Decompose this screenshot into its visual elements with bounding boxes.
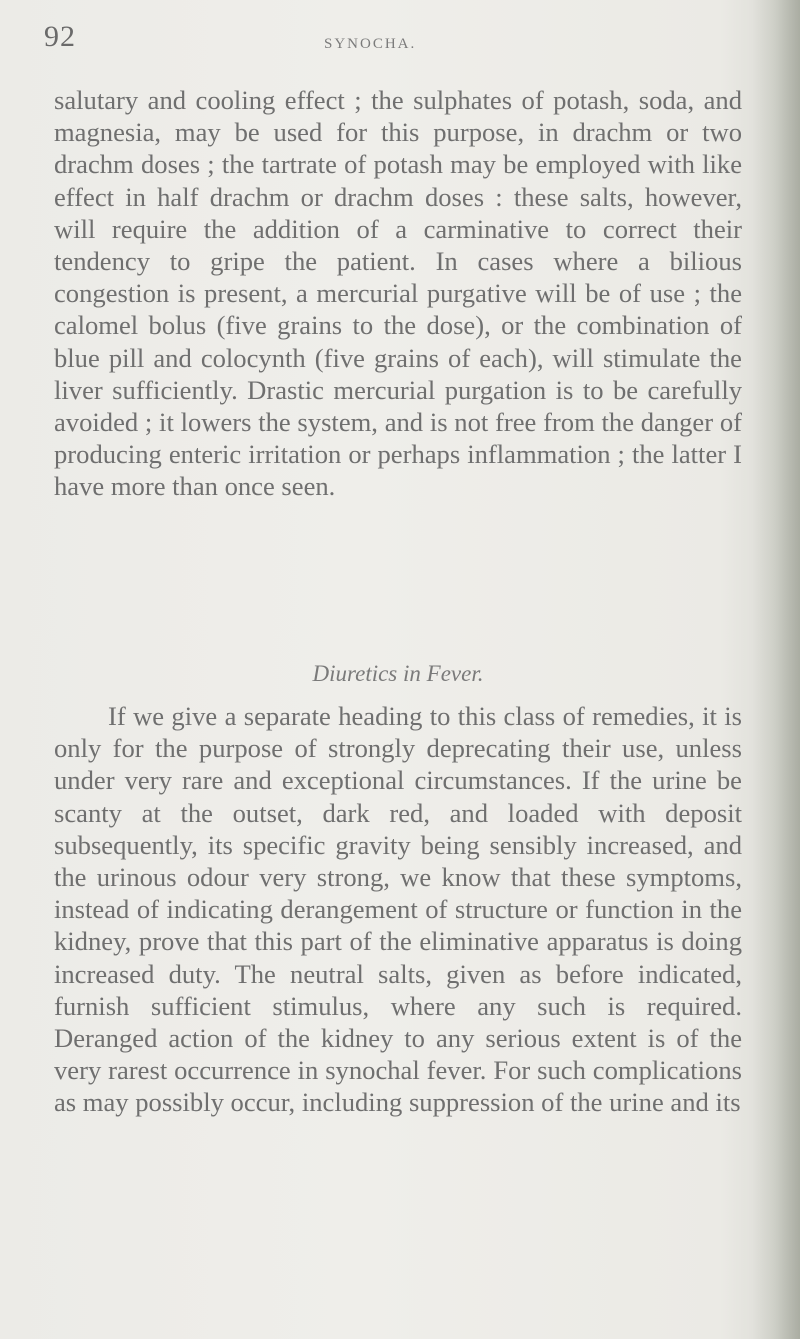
page-header — [44, 18, 744, 58]
running-title: SYNOCHA. — [324, 36, 417, 52]
page-number: 92 — [44, 20, 76, 53]
paragraph-purgatives: salutary and cooling effect ; the sulphates of potash, soda, and magnesia, may be used for this purpose, in drachm or two drachm doses ; the tartrate of potash may be employed with like effect in half drachm or drachm doses : these salts, however, will require the addition of a carminative to correct their tendency to gripe the patient. In cases where a bilious congestion is present, a mercurial purgative will be of use ; the calomel bolus (five grains to the dose), or the combination of blue pill and colocynth (five grains of each), will stimulate the liver sufficiently. Drastic mercurial purgation is to be carefully avoided ; it lowers the system, and is not free from the danger of producing enteric irritation or perhaps inflammation ; the latter I have more than once seen. — [54, 85, 742, 502]
section-heading: Diuretics in Fever. — [312, 661, 484, 686]
page-edge-shadow — [752, 0, 800, 1339]
paragraph-diuretics: If we give a separate heading to this class of remedies, it is only for the purpose of strongly deprecating their use, unless under very rare and exceptional circumstances. If the urine be scanty at the outset, dark red, and loaded with deposit subsequently, its specific gravity being sensibly increased, and the urinous odour very strong, we know that these symptoms, instead of indicating derangement of structure or function in the kidney, prove that this part of the eliminative apparatus is doing increased duty. The neutral salts, given as before indicated, furnish sufficient stimulus, where any such is required. Deranged action of the kidney to any serious extent is of the very rarest occurrence in synochal fever. For such complications as may possibly occur, including suppression of the urine and its — [54, 701, 742, 1118]
